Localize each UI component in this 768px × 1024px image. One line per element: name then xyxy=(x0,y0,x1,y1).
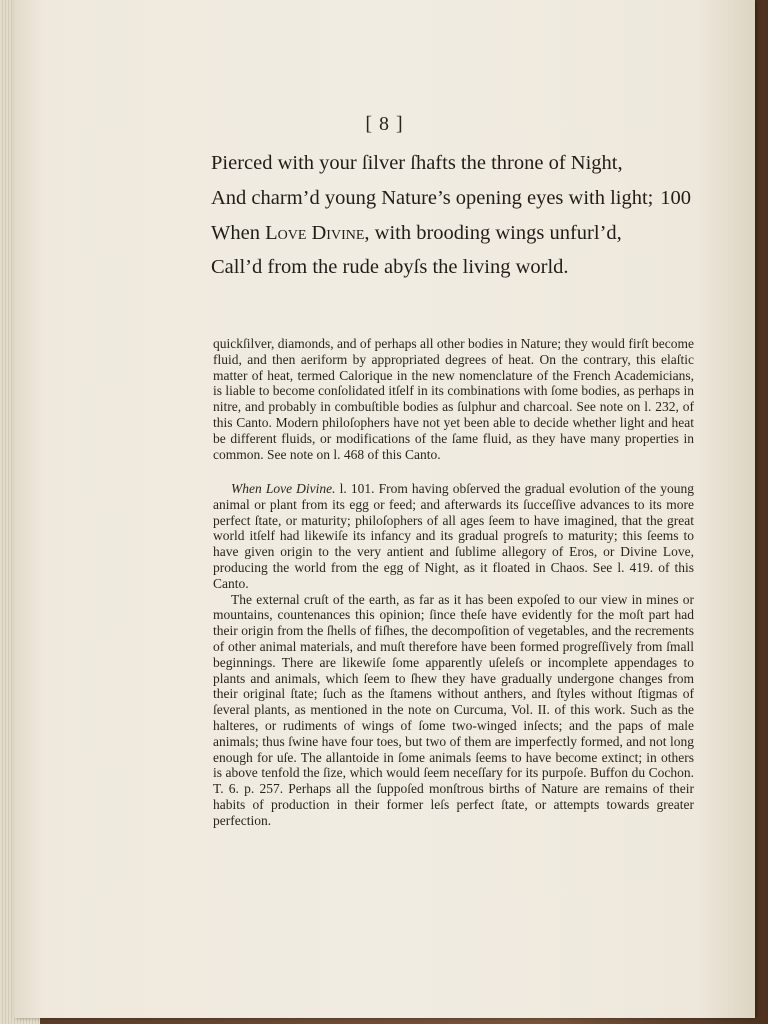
footnote-block xyxy=(213,336,694,462)
book-page xyxy=(14,0,755,1018)
verse-small-caps: Love Divine xyxy=(265,222,365,244)
verse-line xyxy=(211,152,691,175)
verse-text-post: , with brooding wings unfurl’d, xyxy=(364,222,622,244)
page-number: [ 8 ] xyxy=(365,113,404,135)
note-continuation: quickſilver, diamonds, and of perhaps all other bodies in Nature; they would firſt become fluid, and then aeriform by appropriated degrees of heat. On the contrary, this elaſtic matter of heat, termed Calorique in the new nomenclature of the French Academicians, is liable to become conſolidated itſelf in its combinations with ſome bodies, as perhaps in nitre, and probably in combuſtible bodies as ſulphur and charcoal. See note on l. 232, of this Canto. Modern philoſophers have not yet been able to decide whether light and heat be different fluids, or modifications of the ſame fluid, as they have many properties in common. See note on l. 468 of this Canto. xyxy=(213,336,694,462)
note-heading: When Love Divine. xyxy=(231,481,336,496)
note-body: l. 101. From having obſerved the gradual evolution of the young animal or plant from its egg or feed; and afterwards its ſucceſſive advances to its more perfect ſtate, or maturity; philoſophers of all ages ſeem to have imagined, that the great world itſelf had likewiſe its infancy and its gradual progreſs to maturity; this ſeems to have given origin to the very antient and ſublime allegory of Eros, or Divine Love, producing the world from the egg of Night, as it floated in Chaos. See l. 419. of this Canto. xyxy=(213,481,694,591)
verse-text: Pierced with your ſilver ſhafts the throne of Night, xyxy=(211,152,623,174)
verse-line xyxy=(211,256,691,279)
verse-text: Call’d from the rude abyſs the living world. xyxy=(211,256,569,278)
note-love-divine xyxy=(213,481,694,592)
verse-line xyxy=(211,187,691,210)
line-number: 100 xyxy=(660,187,691,209)
footnote-block xyxy=(213,481,694,829)
verse-line xyxy=(211,222,691,245)
note-earth-crust: The external cruſt of the earth, as far as it has been expoſed to our view in mines or mountains, countenances this opinion; ſince theſe have evidently for the moſt part had their origin from the ſhells of fiſhes, the decompoſition of vegetables, and the recrements of other animal materials, and muſt therefore have been formed progreſſively from ſmall beginnings. There are likewiſe ſome apparently uſeleſs or incomplete appendages to plants and animals, which ſeem to ſhew they have gradually undergone changes from their original ſtate; ſuch as the ſtamens without anthers, and ſtyles without ſtigmas of ſeveral plants, as mentioned in the note on Curcuma, Vol. II. of this work. Such as the halteres, or rudiments of wings of ſome two-winged inſects; and the paps of male animals; thus ſwine have four toes, but two of them are imperfectly formed, and not long enough for uſe. The allantoide in ſome animals ſeems to have become extinct; in others is above tenfold the ſize, which would ſeem neceſſary for its purpoſe. Buffon du Cochon. T. 6. p. 257. Perhaps all the ſuppoſed monſtrous births of Nature are remains of their habits of production in their former leſs perfect ſtate, or attempts towards greater perfection. xyxy=(213,591,694,828)
verse-text: And charm’d young Nature’s opening eyes with light; xyxy=(211,187,654,209)
verse-text-pre: When xyxy=(211,222,266,244)
